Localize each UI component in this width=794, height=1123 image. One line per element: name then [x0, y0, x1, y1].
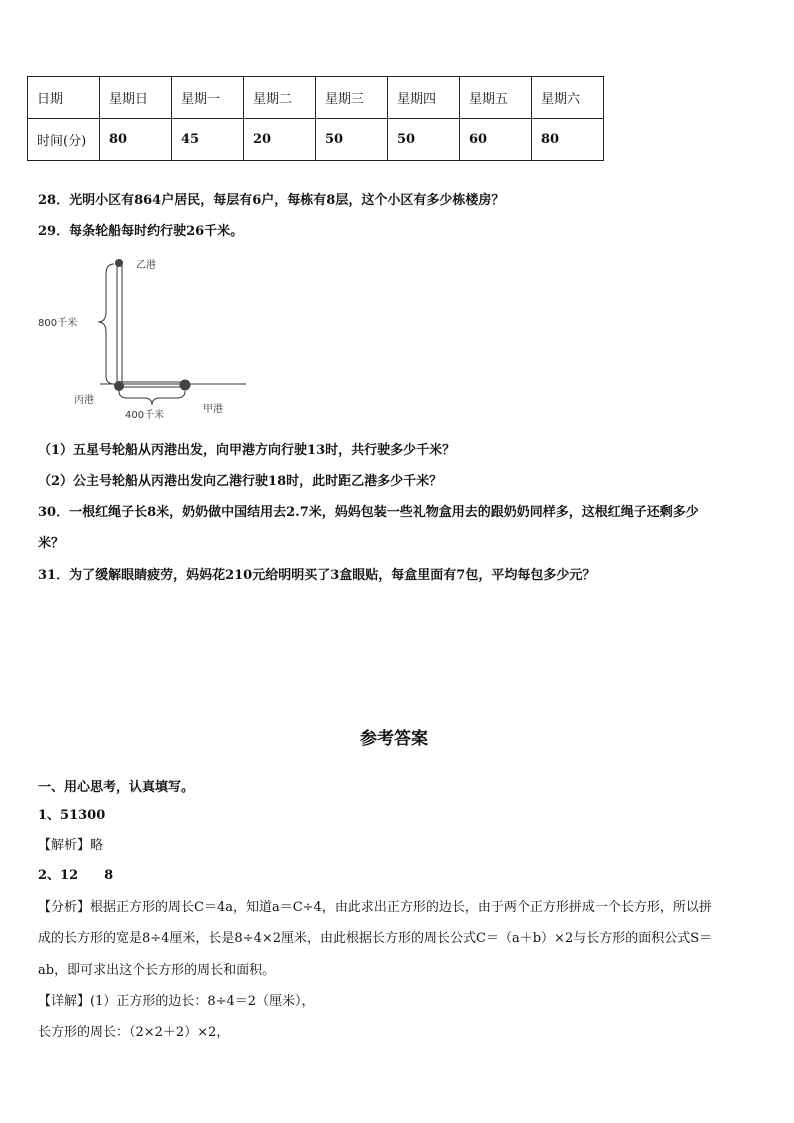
table-row [28, 119, 604, 161]
table-cell: 星期五 [460, 77, 532, 119]
answer-2-detail-line-1: 【详解】(1）正方形的边长：8÷4＝2（厘米）， [38, 994, 315, 1009]
port-yi-dot [115, 259, 123, 267]
vertical-brace [98, 264, 114, 384]
question-30-line-1: 30．一根红绳子长8米，奶奶做中国结用去2.7米，妈妈包装一些礼物盒用去的跟奶奶同样多，这根红绳子还剩多少 [38, 505, 699, 520]
port-jia-dot [180, 380, 191, 391]
weekday-time-table [27, 76, 604, 161]
table-cell: 时间(分) [28, 119, 100, 161]
table-header-row [28, 77, 604, 119]
table-cell: 星期一 [172, 77, 244, 119]
question-30-line-2: 米？ [38, 536, 65, 551]
table-cell: 星期四 [388, 77, 460, 119]
table-cell: 45 [172, 119, 244, 161]
question-31: 31．为了缓解眼睛疲劳，妈妈花210元给明明买了3盒眼贴，每盒里面有7包，平均每包多少元？ [38, 568, 596, 583]
answer-1-note: 【解析】略 [38, 838, 104, 853]
table-cell: 20 [244, 119, 316, 161]
table-cell: 50 [316, 119, 388, 161]
question-29: 29．每条轮船每时约行驶26千米。 [38, 224, 244, 239]
question-29-part-2: （2）公主号轮船从丙港出发向乙港行驶18时，此时距乙港多少千米？ [38, 474, 443, 489]
answer-2-analysis-line-2: 成的长方形的宽是8÷4厘米，长是8÷4×2厘米，由此根据长方形的周长公式C＝（a＋b）×2与长方形的面积公式S＝ [38, 931, 713, 946]
answer-1: 1、51300 [38, 808, 106, 823]
answers-title: 参考答案 [360, 729, 428, 749]
answer-2: 2、12 8 [38, 868, 114, 883]
table-cell: 60 [460, 119, 532, 161]
label-vertical-distance: 800千米 [38, 318, 78, 329]
table-cell: 50 [388, 119, 460, 161]
table-cell: 星期六 [532, 77, 604, 119]
ports-diagram [30, 250, 260, 425]
table-cell: 星期二 [244, 77, 316, 119]
answer-2-analysis-line-3: ab，即可求出这个长方形的周长和面积。 [38, 963, 276, 978]
table-cell: 80 [100, 119, 172, 161]
table-cell: 星期日 [100, 77, 172, 119]
port-bing-dot [114, 381, 124, 391]
label-horizontal-distance: 400千米 [125, 410, 165, 421]
label-bing-port: 丙港 [74, 395, 94, 406]
horizontal-brace [119, 391, 185, 405]
answer-2-detail-line-2: 长方形的周长：（2×2＋2）×2， [38, 1025, 230, 1040]
question-29-part-1: （1）五星号轮船从丙港出发，向甲港方向行驶13时，共行驶多少千米？ [38, 443, 456, 458]
question-28: 28．光明小区有864户居民，每层有6户，每栋有8层，这个小区有多少栋楼房？ [38, 193, 505, 208]
label-jia-port: 甲港 [203, 404, 223, 415]
answers-section-1: 一、用心思考，认真填写。 [38, 780, 195, 795]
answer-2-analysis-line-1: 【分析】根据正方形的周长C＝4a，知道a＝C÷4，由此求出正方形的边长，由于两个正方形拼成一个长方形，所以拼 [38, 900, 712, 915]
table-cell: 80 [532, 119, 604, 161]
table-cell: 日期 [28, 77, 100, 119]
table-cell: 星期三 [316, 77, 388, 119]
label-yi-port: 乙港 [136, 260, 156, 271]
